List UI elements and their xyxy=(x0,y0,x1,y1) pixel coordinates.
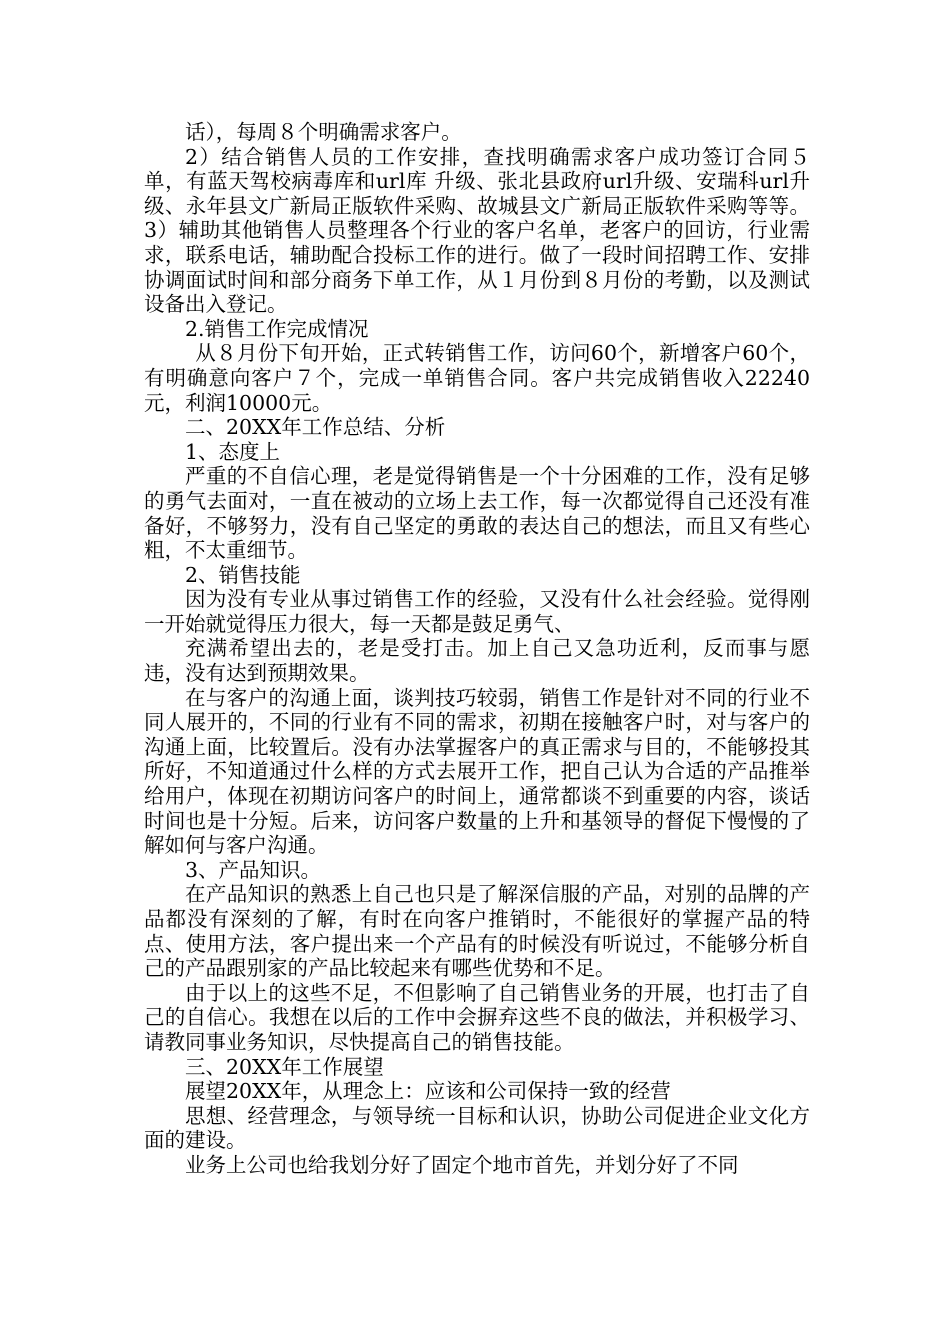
paragraph-1: 话），每周８个明确需求客户。 xyxy=(185,120,462,144)
paragraph-2: 2）结合销售人员的工作安排，查找明确需求客户成功签订合同５单，有蓝天驾校病毒库和url库 升级、张北县政府url升级、安瑞科url升级、永年县文广新局正版软件采购、故城县文广新局正版软件采购等等。3）辅助其他销售人员整理各个行业的客户名单，老客户的回访，行业需求，联系电话，辅助配合投标工作的进行。做了一段时间招聘工作、安排协调面试时间和部分商务下单工作，从１月份到８月份的考勤，以及测试设备出入登记。 xyxy=(144,144,810,317)
subheading-product-knowledge: 3、产品知识。 xyxy=(185,857,322,882)
paragraph-11: 思想、经营理念，与领导统一目标和认识，协助公司促进企业文化方面的建设。 xyxy=(144,1103,810,1153)
section-heading-sales-completion: 2.销售工作完成情况 xyxy=(185,316,369,341)
section-heading-outlook: 三、20XX年工作展望 xyxy=(185,1054,384,1079)
paragraph-4: 严重的不自信心理，老是觉得销售是一个十分困难的工作，没有足够的勇气去面对，一直在被动的立场上去工作，每一次都觉得自己还没有准备好，不够努力，没有自己坚定的勇敢的表达自己的想法，而且又有些心粗，不太重细节。 xyxy=(144,464,810,563)
paragraph-10: 展望20XX年，从理念上：应该和公司保持一致的经营 xyxy=(185,1079,671,1104)
paragraph-9: 由于以上的这些不足，不但影响了自己销售业务的开展，也打击了自己的自信心。我想在以后的工作中会摒弃这些不良的做法，并积极学习、请教同事业务知识，尽快提高自己的销售技能。 xyxy=(144,980,810,1054)
subheading-sales-skills: 2、销售技能 xyxy=(185,562,301,587)
paragraph-7: 在与客户的沟通上面，谈判技巧较弱，销售工作是针对不同的行业不同人展开的，不同的行业有不同的需求，初期在接触客户时，对与客户的沟通上面，比较置后。没有办法掌握客户的真正需求与目的，不能够投其所好，不知道通过什么样的方式去展开工作，把自己认为合适的产品推举给用户，体现在初期访问客户的时间上，通常都谈不到重要的内容，谈话时间也是十分短。后来，访问客户数量的上升和基领导的督促下慢慢的了解如何与客户沟通。 xyxy=(144,685,810,858)
document-page xyxy=(144,120,810,1178)
paragraph-3: 从８月份下旬开始，正式转销售工作，访问60个，新增客户60个，有明确意向客户７个，完成一单销售合同。客户共完成销售收入22240元，利润10000元。 xyxy=(144,341,810,415)
paragraph-8: 在产品知识的熟悉上自己也只是了解深信服的产品，对别的品牌的产品都没有深刻的了解，有时在向客户推销时，不能很好的掌握产品的特点、使用方法，客户提出来一个产品有的时候没有听说过，不能够分析自己的产品跟别家的产品比较起来有哪些优势和不足。 xyxy=(144,882,810,981)
paragraph-12: 业务上公司也给我划分好了固定个地市首先，并划分好了不同 xyxy=(185,1152,739,1177)
subheading-attitude: 1、态度上 xyxy=(185,439,281,464)
paragraph-6: 充满希望出去的，老是受打击。加上自己又急功近利，反而事与愿违，没有达到预期效果。 xyxy=(144,636,810,686)
section-heading-summary: 二、20XX年工作总结、分析 xyxy=(185,415,446,440)
paragraph-5: 因为没有专业从事过销售工作的经验，又没有什么社会经验。觉得刚一开始就觉得压力很大，每一天都是鼓足勇气、 xyxy=(144,587,810,636)
